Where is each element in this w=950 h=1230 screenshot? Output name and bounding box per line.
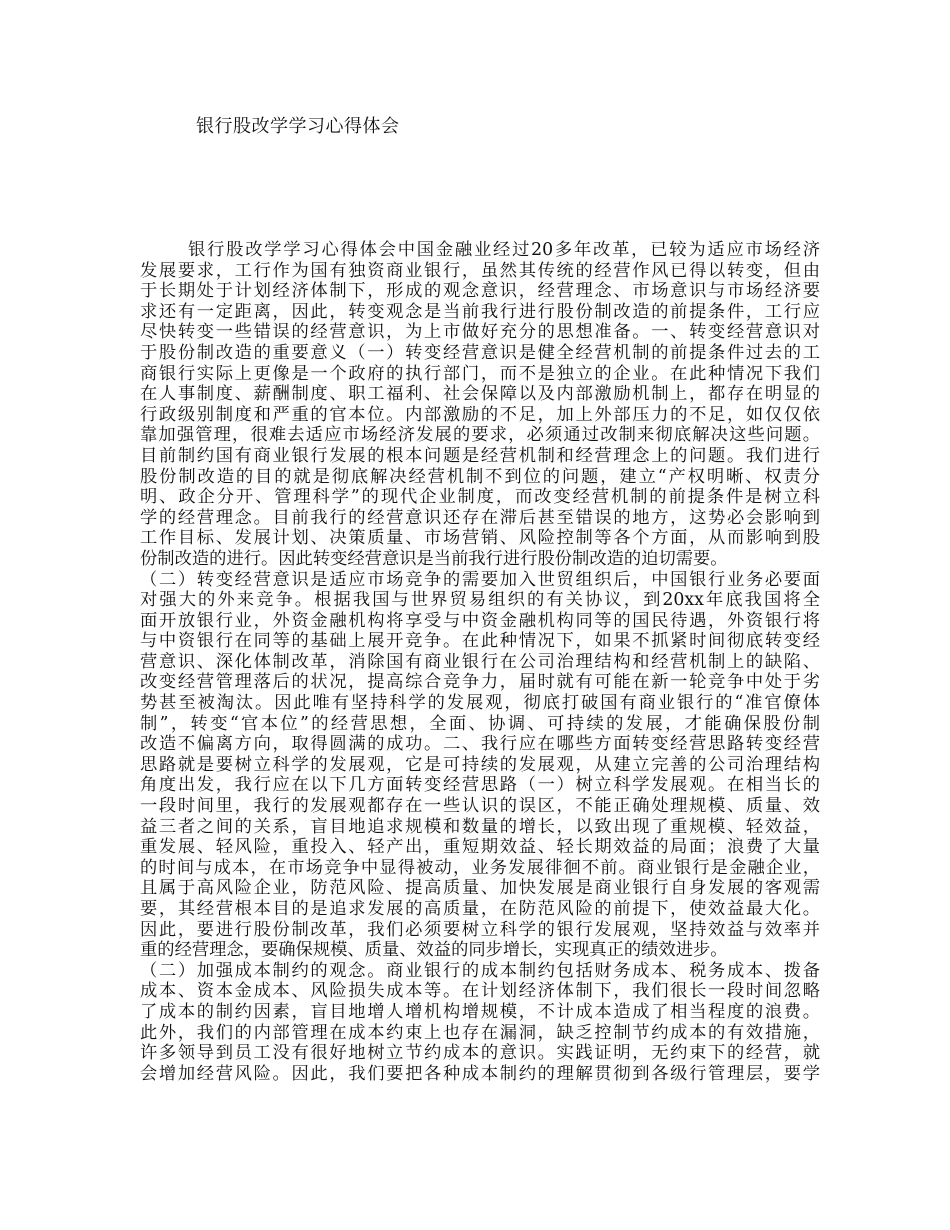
body-text-line: 银行股改学学习心得体会中国金融业经过20多年改革，已较为适应市场经济 — [188, 240, 820, 260]
body-text-line: 的时间与成本，在市场竞争中显得被动，业务发展徘徊不前。商业银行是金融企业， — [140, 857, 820, 878]
body-text-line: 改造不偏离方向，取得圆满的成功。二、我行应在哪些方面转变经营思路转变经营 — [140, 734, 820, 755]
body-text-line: 目前制约国有商业银行发展的根本问题是经营机制和经营理念上的问题。我们进行 — [140, 445, 820, 466]
body-text-line: 一段时间里，我行的发展观都存在一些认识的误区，不能正确处理规模、质量、效 — [140, 796, 820, 817]
body-text-line: 了成本的制约因素，盲目地增人增机构增规模，不计成本造成了相当程度的浪费。 — [140, 1001, 820, 1022]
body-text-line: 且属于高风险企业，防范风险、提高质量、加快发展是商业银行自身发展的客观需 — [140, 878, 820, 899]
body-text-line: 明、政企分开、管理科学”的现代企业制度，而改变经营机制的前提条件是树立科 — [140, 487, 820, 508]
body-text-line: 面开放银行业，外资金融机构将享受与中资金融机构同等的国民待遇，外资银行将 — [140, 610, 820, 631]
body-text-line: 学的经营理念。目前我行的经营意识还存在滞后甚至错误的地方，这势必会影响到 — [140, 507, 820, 528]
body-text-line: （二）转变经营意识是适应市场竞争的需要加入世贸组织后，中国银行业务必要面 — [140, 569, 820, 590]
body-text-line: 求还有一定距离，因此，转变观念是当前我行进行股份制改造的前提条件，工行应 — [140, 301, 820, 322]
document-body — [140, 240, 820, 1084]
body-text-line: 发展要求，工行作为国有独资商业银行，虽然其传统的经营作风已得以转变，但由 — [140, 260, 820, 281]
body-text-line: 对强大的外来竞争。根据我国与世界贸易组织的有关协议，到20xx年底我国将全 — [140, 590, 820, 611]
body-text-line: 与中资银行在同等的基础上展开竞争。在此种情况下，如果不抓紧时间彻底转变经 — [140, 631, 820, 652]
body-text-line: 份制改造的进行。因此转变经营意识是当前我行进行股份制改造的迫切需要。 — [140, 548, 728, 569]
body-text-line: 益三者之间的关系，盲目地追求规模和数量的增长，以致出现了重规模、轻效益， — [140, 816, 820, 837]
document-title: 银行股改学学习心得体会 — [196, 116, 400, 137]
body-text-line: 制”，转变“官本位”的经营思想，全面、协调、可持续的发展，才能确保股份制 — [140, 713, 820, 734]
body-text-line: 重的经营理念，要确保规模、质量、效益的同步增长，实现真正的绩效进步。 — [140, 940, 728, 961]
body-text-line: 成本、资本金成本、风险损失成本等。在计划经济体制下，我们很长一段时间忽略 — [140, 981, 820, 1002]
body-text-line: 尽快转变一些错误的经营意识，为上市做好充分的思想准备。一、转变经营意识对 — [140, 322, 820, 343]
body-text-line: 在人事制度、薪酬制度、职工福利、社会保障以及内部激励机制上，都存在明显的 — [140, 384, 820, 405]
body-text-line: （二）加强成本制约的观念。商业银行的成本制约包括财务成本、税务成本、拨备 — [140, 960, 820, 981]
body-text-line: 角度出发，我行应在以下几方面转变经营思路（一）树立科学发展观。在相当长的 — [140, 775, 820, 796]
body-text-line: 营意识、深化体制改革，消除国有商业银行在公司治理结构和经营机制上的缺陷、 — [140, 651, 820, 672]
body-text-line: 靠加强管理，很难去适应市场经济发展的要求，必须通过改制来彻底解决这些问题。 — [140, 425, 820, 446]
body-text-line: 改变经营管理落后的状况，提高综合竞争力，届时就有可能在新一轮竞争中处于劣 — [140, 672, 820, 693]
body-text-line: 许多领导到员工没有很好地树立节约成本的意识。实践证明，无约束下的经营，就 — [140, 1043, 820, 1064]
body-text-line: 商银行实际上更像是一个政府的执行部门，而不是独立的企业。在此种情况下我们 — [140, 363, 820, 384]
body-text-line: 势甚至被淘汰。因此唯有坚持科学的发展观，彻底打破国有商业银行的“准官僚体 — [140, 693, 820, 714]
body-text-line: 于股份制改造的重要意义（一）转变经营意识是健全经营机制的前提条件过去的工 — [140, 342, 820, 363]
body-text-line: 重发展、轻风险，重投入、轻产出，重短期效益、轻长期效益的局面；浪费了大量 — [140, 837, 820, 858]
body-text-line: 行政级别制度和严重的官本位。内部激励的不足，加上外部压力的不足，如仅仅依 — [140, 404, 820, 425]
body-text-line: 因此，要进行股份制改革，我们必须要树立科学的银行发展观，坚持效益与效率并 — [140, 919, 820, 940]
body-text-line: 于长期处于计划经济体制下，形成的观念意识，经营理念、市场意识与市场经济要 — [140, 281, 820, 302]
body-text-line: 股份制改造的目的就是彻底解决经营机制不到位的问题，建立“产权明晰、权责分 — [140, 466, 820, 487]
body-text-line: 此外，我们的内部管理在成本约束上也存在漏洞，缺乏控制节约成本的有效措施， — [140, 1022, 820, 1043]
body-text-line: 会增加经营风险。因此，我们要把各种成本制约的理解贯彻到各级行管理层，要学 — [140, 1063, 820, 1084]
body-text-line: 要，其经营根本目的是追求发展的高质量，在防范风险的前提下，使效益最大化。 — [140, 899, 820, 919]
body-text-line: 工作目标、发展计划、决策质量、市场营销、风险控制等各个方面，从而影响到股 — [140, 528, 820, 549]
body-text-line: 思路就是要树立科学的发展观，它是可持续的发展观，从建立完善的公司治理结构 — [140, 754, 820, 775]
